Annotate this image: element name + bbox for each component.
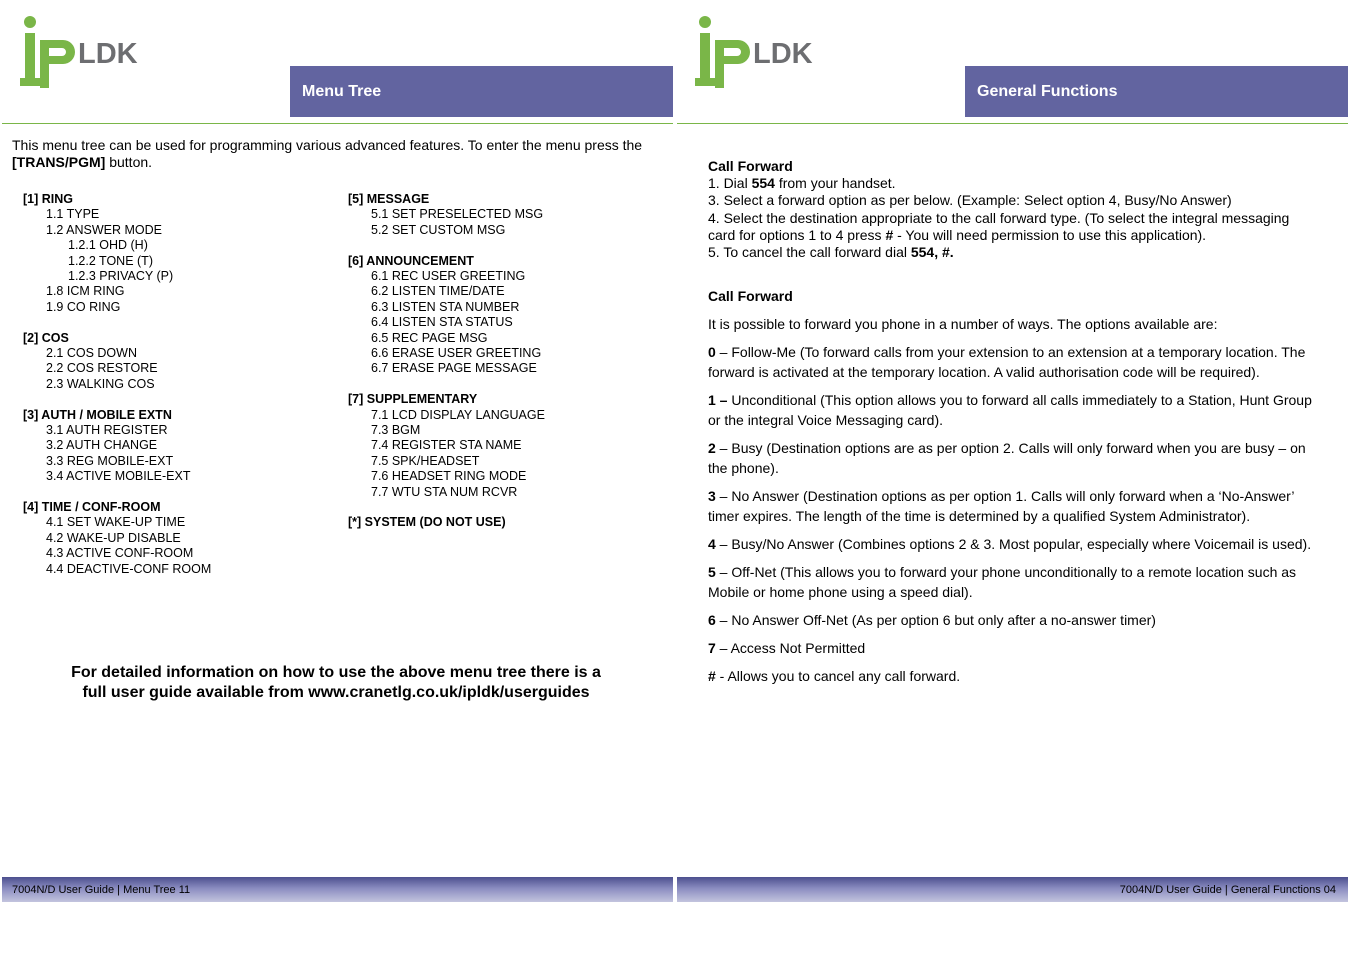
call-forward-steps-list — [708, 175, 1318, 261]
menu-group — [348, 254, 658, 377]
menu-item: 7.1 LCD DISPLAY LANGUAGE — [371, 407, 545, 422]
menu-item: 6.3 LISTEN STA NUMBER — [371, 299, 520, 314]
menu-item: 3.4 ACTIVE MOBILE-EXT — [46, 469, 191, 484]
step-text: 5. To cancel the call forward dial — [708, 244, 911, 261]
general-functions-header: General Functions — [965, 66, 1348, 117]
menu-item: 4.3 ACTIVE CONF-ROOM — [46, 546, 194, 561]
menu-item: 4.4 DEACTIVE-CONF ROOM — [46, 561, 212, 576]
option-text: – No Answer Off-Net (As per option 6 but only after a no-answer timer) — [715, 612, 1156, 628]
menu-item: 6.6 ERASE USER GREETING — [371, 346, 542, 361]
option-text: – Access Not Permitted — [715, 640, 866, 656]
menu-item: 2.2 COS RESTORE — [46, 361, 158, 376]
menu-group-head: [*] SYSTEM (DO NOT USE) — [348, 515, 506, 530]
call-forward-option — [708, 486, 1318, 526]
option-key: 2 — [708, 440, 716, 456]
ipldk-logo-icon — [695, 16, 825, 90]
menu-item: 4.1 SET WAKE-UP TIME — [46, 515, 186, 530]
footer-right: 7004N/D User Guide | General Functions 04 — [677, 877, 1348, 902]
menu-item: 1.2.3 PRIVACY (P) — [68, 269, 174, 284]
step-text: - You will need permission to use this application). — [893, 226, 1207, 243]
call-forward-option — [708, 666, 1318, 686]
menu-item: 7.6 HEADSET RING MODE — [371, 469, 527, 484]
option-key: 3 — [708, 488, 716, 504]
call-forward-option-list — [708, 342, 1318, 686]
call-forward-intro: It is possible to forward you phone in a number of ways. The options available are: — [708, 316, 1218, 332]
menu-item: 6.7 ERASE PAGE MESSAGE — [371, 361, 537, 376]
menu-tree-header: Menu Tree — [290, 66, 673, 117]
option-key: # — [708, 668, 716, 684]
ipldk-logo-left — [20, 16, 150, 90]
menu-item: 2.3 WALKING COS — [46, 376, 155, 391]
menu-item: 5.2 SET CUSTOM MSG — [371, 222, 506, 237]
menu-item: 6.2 LISTEN TIME/DATE — [371, 284, 505, 299]
call-forward-steps — [708, 158, 1318, 261]
option-text: Unconditional (This option allows you to forward all calls immediately to a Station, Hunt Group or the integral Voice Messaging card). — [708, 392, 1312, 428]
call-forward-options — [708, 286, 1318, 694]
option-text: – Off-Net (This allows you to forward your phone unconditionally to a remote location such as Mobile or home phone using a speed dial). — [708, 564, 1297, 600]
option-text: – No Answer (Destination options as per option 1. Calls will only forward when a ‘No-Answer’ timer expires. The length of the time is determined by a qualified System Administrator). — [708, 488, 1294, 524]
option-key: 4 — [708, 536, 716, 552]
header-divider — [2, 123, 673, 124]
call-forward-step — [708, 175, 1318, 192]
ipldk-logo-icon — [20, 16, 150, 90]
menu-group — [23, 500, 323, 577]
menu-item: 2.1 COS DOWN — [46, 346, 137, 361]
call-forward-option — [708, 638, 1318, 658]
menu-group — [23, 408, 323, 485]
menu-item: 5.1 SET PRESELECTED MSG — [371, 207, 544, 222]
call-forward-option — [708, 438, 1318, 478]
call-forward-options-title: Call Forward — [708, 288, 793, 304]
call-forward-option — [708, 610, 1318, 630]
menu-group — [23, 331, 323, 393]
menu-group-head: [5] MESSAGE — [348, 192, 430, 206]
call-forward-option — [708, 390, 1318, 430]
option-text: - Allows you to cancel any call forward. — [715, 668, 961, 684]
call-forward-step — [708, 192, 1318, 209]
menu-item: 3.2 AUTH CHANGE — [46, 438, 158, 453]
trans-pgm-key: [TRANS/PGM] — [12, 154, 106, 170]
step-text: from your handset. — [774, 175, 896, 192]
menu-item: 7.7 WTU STA NUM RCVR — [371, 484, 518, 499]
option-text: – Busy (Destination options are as per option 2. Calls will only forward when you are busy – on the phone). — [708, 440, 1306, 476]
call-forward-step — [708, 244, 1318, 261]
step-key: 554, #. — [910, 244, 954, 261]
menu-item: 7.5 SPK/HEADSET — [371, 453, 480, 468]
option-key: 6 — [708, 612, 716, 628]
step-text: 1. Dial — [708, 175, 752, 192]
menu-group — [348, 392, 658, 500]
menu-item: 6.1 REC USER GREETING — [371, 269, 526, 284]
call-forward-steps-title: Call Forward — [708, 158, 793, 174]
menu-group-head: [1] RING — [23, 192, 73, 206]
menu-group-head: [2] COS — [23, 330, 69, 345]
ipldk-logo-right — [695, 16, 825, 90]
option-text: – Follow-Me (To forward calls from your extension to an extension at a temporary location. The forward is activated at the temporary location. A valid authorisation code will be required). — [708, 344, 1306, 380]
menu-item: 3.3 REG MOBILE-EXT — [46, 453, 174, 468]
menu-item: 7.4 REGISTER STA NAME — [371, 438, 522, 453]
option-key: 1 – — [708, 392, 728, 408]
menu-group-head: [3] AUTH / MOBILE EXTN — [23, 407, 172, 422]
menu-item: 4.2 WAKE-UP DISABLE — [46, 530, 181, 545]
menu-item: 1.9 CO RING — [46, 299, 121, 314]
menu-item: 1.2.2 TONE (T) — [68, 253, 153, 268]
call-forward-option — [708, 534, 1318, 554]
footer-left: 7004N/D User Guide | Menu Tree 11 — [2, 877, 673, 902]
menu-intro — [12, 137, 652, 171]
menu-column-2 — [348, 192, 658, 546]
menu-item: 1.8 ICM RING — [46, 284, 125, 299]
call-forward-step — [708, 210, 1318, 244]
menu-item: 1.1 TYPE — [46, 207, 100, 222]
menu-group-head: [6] ANNOUNCEMENT — [348, 253, 474, 268]
intro-text-end: button. — [105, 154, 153, 170]
option-text: – Busy/No Answer (Combines options 2 & 3. Most popular, especially where Voicemail is used). — [715, 536, 1312, 552]
option-key: 0 — [708, 344, 716, 360]
menu-item: 7.3 BGM — [371, 423, 421, 438]
note-line-1: For detailed information on how to use the above menu tree there is a — [71, 664, 601, 681]
menu-item: 1.2.1 OHD (H) — [68, 238, 148, 253]
menu-item: 1.2 ANSWER MODE — [46, 222, 162, 237]
step-key: 554 — [751, 175, 775, 192]
header-divider — [677, 123, 1348, 124]
option-key: 5 — [708, 564, 716, 580]
menu-item: 6.4 LISTEN STA STATUS — [371, 315, 513, 330]
call-forward-option — [708, 342, 1318, 382]
step-text: 4. Select the destination appropriate to the call forward type. (To select the integral messaging card for options 1 to 4 press — [708, 209, 1290, 243]
menu-item: 6.5 REC PAGE MSG — [371, 330, 488, 345]
menu-group — [348, 192, 658, 238]
call-forward-option — [708, 562, 1318, 602]
step-key: # — [885, 226, 894, 243]
menu-group-head: [7] SUPPLEMENTARY — [348, 392, 478, 407]
menu-column-1 — [23, 192, 323, 593]
menu-item: 3.1 AUTH REGISTER — [46, 423, 168, 438]
intro-text: This menu tree can be used for programming various advanced features. To enter the menu press the — [12, 137, 643, 153]
menu-group-head: [4] TIME / CONF-ROOM — [23, 500, 161, 515]
option-key: 7 — [708, 640, 716, 656]
svg-text:LDK: LDK — [753, 38, 813, 70]
step-text: 3. Select a forward option as per below. (Example: Select option 4, Busy/No Answer) — [708, 192, 1232, 209]
user-guide-note — [40, 663, 632, 703]
note-line-2: full user guide available from www.cranetlg.co.uk/ipldk/userguides — [82, 684, 590, 701]
menu-group — [23, 192, 323, 315]
menu-group — [348, 515, 658, 530]
svg-text:LDK: LDK — [78, 38, 138, 70]
